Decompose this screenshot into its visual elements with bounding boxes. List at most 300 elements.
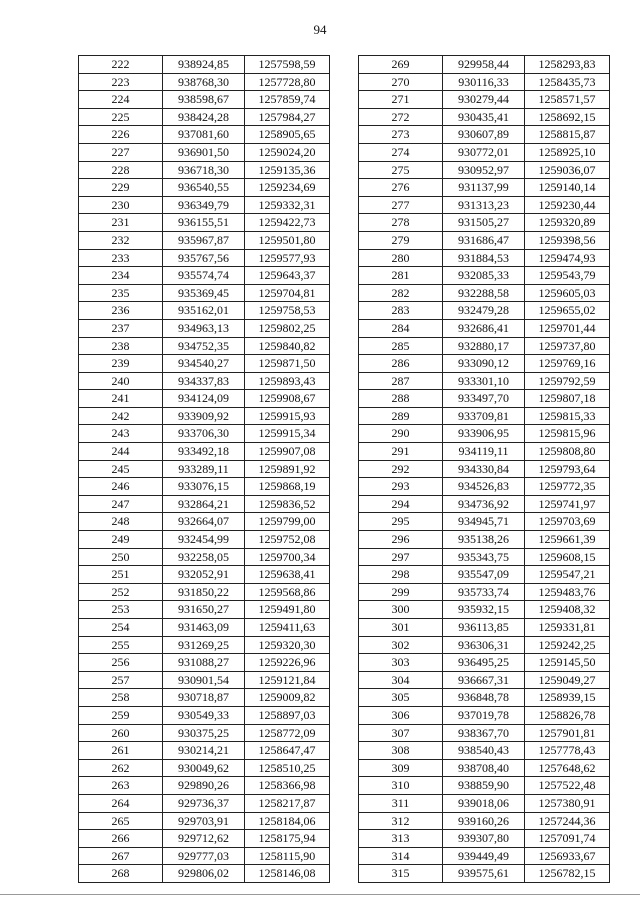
y-coordinate-cell: 1256933,67	[525, 847, 610, 865]
point-number-cell: 279	[359, 231, 443, 249]
x-coordinate-cell: 932479,28	[443, 302, 525, 320]
x-coordinate-cell: 936667,31	[443, 671, 525, 689]
table-row	[359, 267, 610, 285]
x-coordinate-cell: 932288,58	[443, 284, 525, 302]
table-row	[359, 407, 610, 425]
table-row	[359, 249, 610, 267]
y-coordinate-cell: 1259741,97	[525, 495, 610, 513]
y-coordinate-cell: 1259815,96	[525, 425, 610, 443]
point-number-cell: 280	[359, 249, 443, 267]
table-row	[79, 671, 330, 689]
y-coordinate-cell: 1257984,27	[245, 108, 330, 126]
y-coordinate-cell: 1258772,09	[245, 724, 330, 742]
table-row	[359, 583, 610, 601]
table-row	[79, 372, 330, 390]
point-number-cell: 228	[79, 161, 163, 179]
x-coordinate-cell: 936495,25	[443, 654, 525, 672]
y-coordinate-cell: 1259799,00	[245, 513, 330, 531]
table-row	[79, 108, 330, 126]
x-coordinate-cell: 931269,25	[163, 636, 245, 654]
x-coordinate-cell: 930375,25	[163, 724, 245, 742]
point-number-cell: 240	[79, 372, 163, 390]
y-coordinate-cell: 1259808,80	[525, 443, 610, 461]
point-number-cell: 255	[79, 636, 163, 654]
y-coordinate-cell: 1259121,84	[245, 671, 330, 689]
x-coordinate-cell: 938367,70	[443, 724, 525, 742]
point-number-cell: 290	[359, 425, 443, 443]
y-coordinate-cell: 1259140,14	[525, 179, 610, 197]
point-number-cell: 236	[79, 302, 163, 320]
point-number-cell: 257	[79, 671, 163, 689]
point-number-cell: 234	[79, 267, 163, 285]
y-coordinate-cell: 1258146,08	[245, 865, 330, 883]
table-row	[79, 566, 330, 584]
table-row	[79, 478, 330, 496]
y-coordinate-cell: 1259234,69	[245, 179, 330, 197]
table-row	[79, 865, 330, 883]
y-coordinate-cell: 1259411,63	[245, 619, 330, 637]
point-number-cell: 223	[79, 73, 163, 91]
point-number-cell: 306	[359, 706, 443, 724]
x-coordinate-cell: 933301,10	[443, 372, 525, 390]
x-coordinate-cell: 934945,71	[443, 513, 525, 531]
coordinates-table-left	[78, 55, 330, 883]
point-number-cell: 286	[359, 355, 443, 373]
table-row	[79, 56, 330, 74]
x-coordinate-cell: 932454,99	[163, 531, 245, 549]
x-coordinate-cell: 933289,11	[163, 460, 245, 478]
table-row	[359, 513, 610, 531]
x-coordinate-cell: 934752,35	[163, 337, 245, 355]
x-coordinate-cell: 933492,18	[163, 443, 245, 461]
point-number-cell: 256	[79, 654, 163, 672]
y-coordinate-cell: 1257778,43	[525, 742, 610, 760]
table-row	[359, 724, 610, 742]
x-coordinate-cell: 929958,44	[443, 56, 525, 74]
point-number-cell: 277	[359, 196, 443, 214]
x-coordinate-cell: 932258,05	[163, 548, 245, 566]
y-coordinate-cell: 1257380,91	[525, 794, 610, 812]
point-number-cell: 253	[79, 601, 163, 619]
x-coordinate-cell: 929777,03	[163, 847, 245, 865]
y-coordinate-cell: 1259915,34	[245, 425, 330, 443]
y-coordinate-cell: 1257522,48	[525, 777, 610, 795]
point-number-cell: 297	[359, 548, 443, 566]
point-number-cell: 285	[359, 337, 443, 355]
point-number-cell: 242	[79, 407, 163, 425]
table-row	[359, 865, 610, 883]
table-row	[79, 636, 330, 654]
x-coordinate-cell: 931137,99	[443, 179, 525, 197]
x-coordinate-cell: 935574,74	[163, 267, 245, 285]
point-number-cell: 259	[79, 706, 163, 724]
x-coordinate-cell: 931650,27	[163, 601, 245, 619]
point-number-cell: 283	[359, 302, 443, 320]
point-number-cell: 278	[359, 214, 443, 232]
point-number-cell: 262	[79, 759, 163, 777]
x-coordinate-cell: 935547,09	[443, 566, 525, 584]
x-coordinate-cell: 931884,53	[443, 249, 525, 267]
x-coordinate-cell: 934736,92	[443, 495, 525, 513]
point-number-cell: 289	[359, 407, 443, 425]
point-number-cell: 241	[79, 390, 163, 408]
table-row	[359, 794, 610, 812]
y-coordinate-cell: 1259547,21	[525, 566, 610, 584]
point-number-cell: 261	[79, 742, 163, 760]
table-row	[359, 460, 610, 478]
point-number-cell: 235	[79, 284, 163, 302]
x-coordinate-cell: 932085,33	[443, 267, 525, 285]
table-row	[359, 319, 610, 337]
y-coordinate-cell: 1259769,16	[525, 355, 610, 373]
y-coordinate-cell: 1259474,93	[525, 249, 610, 267]
table-row	[79, 460, 330, 478]
point-number-cell: 288	[359, 390, 443, 408]
x-coordinate-cell: 934963,13	[163, 319, 245, 337]
table-row	[79, 759, 330, 777]
x-coordinate-cell: 938924,85	[163, 56, 245, 74]
x-coordinate-cell: 935369,45	[163, 284, 245, 302]
point-number-cell: 287	[359, 372, 443, 390]
point-number-cell: 292	[359, 460, 443, 478]
x-coordinate-cell: 938540,43	[443, 742, 525, 760]
y-coordinate-cell: 1259701,44	[525, 319, 610, 337]
y-coordinate-cell: 1259815,33	[525, 407, 610, 425]
x-coordinate-cell: 938424,28	[163, 108, 245, 126]
y-coordinate-cell: 1259049,27	[525, 671, 610, 689]
y-coordinate-cell: 1257901,81	[525, 724, 610, 742]
y-coordinate-cell: 1259802,25	[245, 319, 330, 337]
y-coordinate-cell: 1257728,80	[245, 73, 330, 91]
point-number-cell: 281	[359, 267, 443, 285]
y-coordinate-cell: 1259242,25	[525, 636, 610, 654]
y-coordinate-cell: 1259320,30	[245, 636, 330, 654]
y-coordinate-cell: 1259792,59	[525, 372, 610, 390]
table-row	[79, 742, 330, 760]
table-row	[79, 214, 330, 232]
point-number-cell: 311	[359, 794, 443, 812]
point-number-cell: 315	[359, 865, 443, 883]
point-number-cell: 296	[359, 531, 443, 549]
x-coordinate-cell: 938598,67	[163, 91, 245, 109]
y-coordinate-cell: 1258939,15	[525, 689, 610, 707]
table-row	[359, 671, 610, 689]
x-coordinate-cell: 930049,62	[163, 759, 245, 777]
x-coordinate-cell: 935162,01	[163, 302, 245, 320]
point-number-cell: 300	[359, 601, 443, 619]
y-coordinate-cell: 1259915,93	[245, 407, 330, 425]
point-number-cell: 299	[359, 583, 443, 601]
point-number-cell: 226	[79, 126, 163, 144]
point-number-cell: 284	[359, 319, 443, 337]
table-row	[79, 706, 330, 724]
table-row	[79, 495, 330, 513]
point-number-cell: 303	[359, 654, 443, 672]
y-coordinate-cell: 1259408,32	[525, 601, 610, 619]
y-coordinate-cell: 1259704,81	[245, 284, 330, 302]
point-number-cell: 267	[79, 847, 163, 865]
table-row	[359, 214, 610, 232]
y-coordinate-cell: 1259661,39	[525, 531, 610, 549]
point-number-cell: 269	[359, 56, 443, 74]
x-coordinate-cell: 930718,87	[163, 689, 245, 707]
x-coordinate-cell: 936718,30	[163, 161, 245, 179]
y-coordinate-cell: 1259608,15	[525, 548, 610, 566]
table-row	[359, 812, 610, 830]
point-number-cell: 250	[79, 548, 163, 566]
table-row	[79, 143, 330, 161]
x-coordinate-cell: 939160,26	[443, 812, 525, 830]
y-coordinate-cell: 1259807,18	[525, 390, 610, 408]
table-row	[359, 372, 610, 390]
x-coordinate-cell: 933090,12	[443, 355, 525, 373]
x-coordinate-cell: 929736,37	[163, 794, 245, 812]
table-row	[79, 91, 330, 109]
y-coordinate-cell: 1259793,64	[525, 460, 610, 478]
x-coordinate-cell: 934526,83	[443, 478, 525, 496]
y-coordinate-cell: 1257859,74	[245, 91, 330, 109]
y-coordinate-cell: 1259737,80	[525, 337, 610, 355]
table-row	[79, 689, 330, 707]
x-coordinate-cell: 930772,01	[443, 143, 525, 161]
table-row	[79, 777, 330, 795]
table-row	[359, 91, 610, 109]
point-number-cell: 270	[359, 73, 443, 91]
table-row	[359, 231, 610, 249]
y-coordinate-cell: 1259568,86	[245, 583, 330, 601]
point-number-cell: 275	[359, 161, 443, 179]
x-coordinate-cell: 931686,47	[443, 231, 525, 249]
table-row	[79, 319, 330, 337]
point-number-cell: 254	[79, 619, 163, 637]
y-coordinate-cell: 1257648,62	[525, 759, 610, 777]
point-number-cell: 232	[79, 231, 163, 249]
x-coordinate-cell: 938768,30	[163, 73, 245, 91]
x-coordinate-cell: 931850,22	[163, 583, 245, 601]
x-coordinate-cell: 939018,06	[443, 794, 525, 812]
point-number-cell: 305	[359, 689, 443, 707]
table-row	[79, 302, 330, 320]
y-coordinate-cell: 1259135,36	[245, 161, 330, 179]
y-coordinate-cell: 1258647,47	[245, 742, 330, 760]
table-row	[359, 636, 610, 654]
x-coordinate-cell: 931505,27	[443, 214, 525, 232]
table-row	[79, 73, 330, 91]
point-number-cell: 308	[359, 742, 443, 760]
point-number-cell: 222	[79, 56, 163, 74]
table-row	[79, 654, 330, 672]
table-row	[79, 724, 330, 742]
x-coordinate-cell: 930952,97	[443, 161, 525, 179]
y-coordinate-cell: 1259398,56	[525, 231, 610, 249]
point-number-cell: 314	[359, 847, 443, 865]
y-coordinate-cell: 1259643,37	[245, 267, 330, 285]
table-row	[79, 231, 330, 249]
x-coordinate-cell: 929806,02	[163, 865, 245, 883]
point-number-cell: 252	[79, 583, 163, 601]
table-row	[359, 302, 610, 320]
table-row	[359, 531, 610, 549]
point-number-cell: 231	[79, 214, 163, 232]
y-coordinate-cell: 1259908,67	[245, 390, 330, 408]
point-number-cell: 247	[79, 495, 163, 513]
y-coordinate-cell: 1259752,08	[245, 531, 330, 549]
point-number-cell: 246	[79, 478, 163, 496]
table-row	[79, 390, 330, 408]
point-number-cell: 295	[359, 513, 443, 531]
table-row	[359, 495, 610, 513]
table-row	[79, 267, 330, 285]
y-coordinate-cell: 1259422,73	[245, 214, 330, 232]
point-number-cell: 227	[79, 143, 163, 161]
table-row	[79, 443, 330, 461]
x-coordinate-cell: 934330,84	[443, 460, 525, 478]
table-row	[79, 513, 330, 531]
x-coordinate-cell: 933906,95	[443, 425, 525, 443]
table-row	[359, 126, 610, 144]
y-coordinate-cell: 1259703,69	[525, 513, 610, 531]
y-coordinate-cell: 1259331,81	[525, 619, 610, 637]
x-coordinate-cell: 931313,23	[443, 196, 525, 214]
y-coordinate-cell: 1258897,03	[245, 706, 330, 724]
point-number-cell: 310	[359, 777, 443, 795]
point-number-cell: 243	[79, 425, 163, 443]
y-coordinate-cell: 1258184,06	[245, 812, 330, 830]
point-number-cell: 260	[79, 724, 163, 742]
point-number-cell: 307	[359, 724, 443, 742]
x-coordinate-cell: 933709,81	[443, 407, 525, 425]
x-coordinate-cell: 939449,49	[443, 847, 525, 865]
table-row	[359, 619, 610, 637]
table-row	[79, 812, 330, 830]
x-coordinate-cell: 934119,11	[443, 443, 525, 461]
y-coordinate-cell: 1259226,96	[245, 654, 330, 672]
y-coordinate-cell: 1259871,50	[245, 355, 330, 373]
point-number-cell: 224	[79, 91, 163, 109]
point-number-cell: 263	[79, 777, 163, 795]
point-number-cell: 245	[79, 460, 163, 478]
table-row	[359, 478, 610, 496]
y-coordinate-cell: 1258826,78	[525, 706, 610, 724]
point-number-cell: 274	[359, 143, 443, 161]
x-coordinate-cell: 936155,51	[163, 214, 245, 232]
x-coordinate-cell: 930607,89	[443, 126, 525, 144]
point-number-cell: 233	[79, 249, 163, 267]
x-coordinate-cell: 934337,83	[163, 372, 245, 390]
point-number-cell: 237	[79, 319, 163, 337]
table-row	[79, 425, 330, 443]
table-row	[79, 619, 330, 637]
table-row	[359, 830, 610, 848]
table-row	[359, 179, 610, 197]
y-coordinate-cell: 1258366,98	[245, 777, 330, 795]
point-number-cell: 251	[79, 566, 163, 584]
x-coordinate-cell: 930901,54	[163, 671, 245, 689]
table-row	[359, 742, 610, 760]
y-coordinate-cell: 1258175,94	[245, 830, 330, 848]
y-coordinate-cell: 1258217,87	[245, 794, 330, 812]
point-number-cell: 230	[79, 196, 163, 214]
y-coordinate-cell: 1259638,41	[245, 566, 330, 584]
point-number-cell: 229	[79, 179, 163, 197]
x-coordinate-cell: 932864,21	[163, 495, 245, 513]
y-coordinate-cell: 1258905,65	[245, 126, 330, 144]
x-coordinate-cell: 938859,90	[443, 777, 525, 795]
coordinates-table-right	[358, 55, 610, 883]
point-number-cell: 301	[359, 619, 443, 637]
y-coordinate-cell: 1259836,52	[245, 495, 330, 513]
y-coordinate-cell: 1259501,80	[245, 231, 330, 249]
point-number-cell: 268	[79, 865, 163, 883]
table-row	[359, 390, 610, 408]
y-coordinate-cell: 1259332,31	[245, 196, 330, 214]
point-number-cell: 312	[359, 812, 443, 830]
x-coordinate-cell: 935138,26	[443, 531, 525, 549]
table-row	[359, 284, 610, 302]
x-coordinate-cell: 936540,55	[163, 179, 245, 197]
x-coordinate-cell: 939575,61	[443, 865, 525, 883]
table-row	[359, 566, 610, 584]
y-coordinate-cell: 1259145,50	[525, 654, 610, 672]
point-number-cell: 282	[359, 284, 443, 302]
x-coordinate-cell: 937081,60	[163, 126, 245, 144]
x-coordinate-cell: 935932,15	[443, 601, 525, 619]
table-row	[79, 531, 330, 549]
x-coordinate-cell: 931463,09	[163, 619, 245, 637]
x-coordinate-cell: 929712,62	[163, 830, 245, 848]
x-coordinate-cell: 936349,79	[163, 196, 245, 214]
y-coordinate-cell: 1259230,44	[525, 196, 610, 214]
x-coordinate-cell: 933706,30	[163, 425, 245, 443]
point-number-cell: 309	[359, 759, 443, 777]
y-coordinate-cell: 1258692,15	[525, 108, 610, 126]
y-coordinate-cell: 1259009,82	[245, 689, 330, 707]
y-coordinate-cell: 1258435,73	[525, 73, 610, 91]
y-coordinate-cell: 1257598,59	[245, 56, 330, 74]
point-number-cell: 239	[79, 355, 163, 373]
y-coordinate-cell: 1258925,10	[525, 143, 610, 161]
y-coordinate-cell: 1258510,25	[245, 759, 330, 777]
x-coordinate-cell: 935967,87	[163, 231, 245, 249]
x-coordinate-cell: 937019,78	[443, 706, 525, 724]
point-number-cell: 294	[359, 495, 443, 513]
table-row	[79, 284, 330, 302]
table-row	[79, 179, 330, 197]
x-coordinate-cell: 933909,92	[163, 407, 245, 425]
x-coordinate-cell: 931088,27	[163, 654, 245, 672]
point-number-cell: 276	[359, 179, 443, 197]
table-row	[359, 777, 610, 795]
x-coordinate-cell: 930116,33	[443, 73, 525, 91]
y-coordinate-cell: 1259036,07	[525, 161, 610, 179]
y-coordinate-cell: 1257091,74	[525, 830, 610, 848]
x-coordinate-cell: 936113,85	[443, 619, 525, 637]
x-coordinate-cell: 934124,09	[163, 390, 245, 408]
x-coordinate-cell: 932664,07	[163, 513, 245, 531]
x-coordinate-cell: 932686,41	[443, 319, 525, 337]
x-coordinate-cell: 933076,15	[163, 478, 245, 496]
point-number-cell: 293	[359, 478, 443, 496]
y-coordinate-cell: 1259840,82	[245, 337, 330, 355]
table-row	[79, 337, 330, 355]
table-row	[359, 847, 610, 865]
x-coordinate-cell: 934540,27	[163, 355, 245, 373]
table-row	[359, 161, 610, 179]
table-row	[79, 161, 330, 179]
table-row	[79, 126, 330, 144]
x-coordinate-cell: 932880,17	[443, 337, 525, 355]
table-row	[79, 249, 330, 267]
